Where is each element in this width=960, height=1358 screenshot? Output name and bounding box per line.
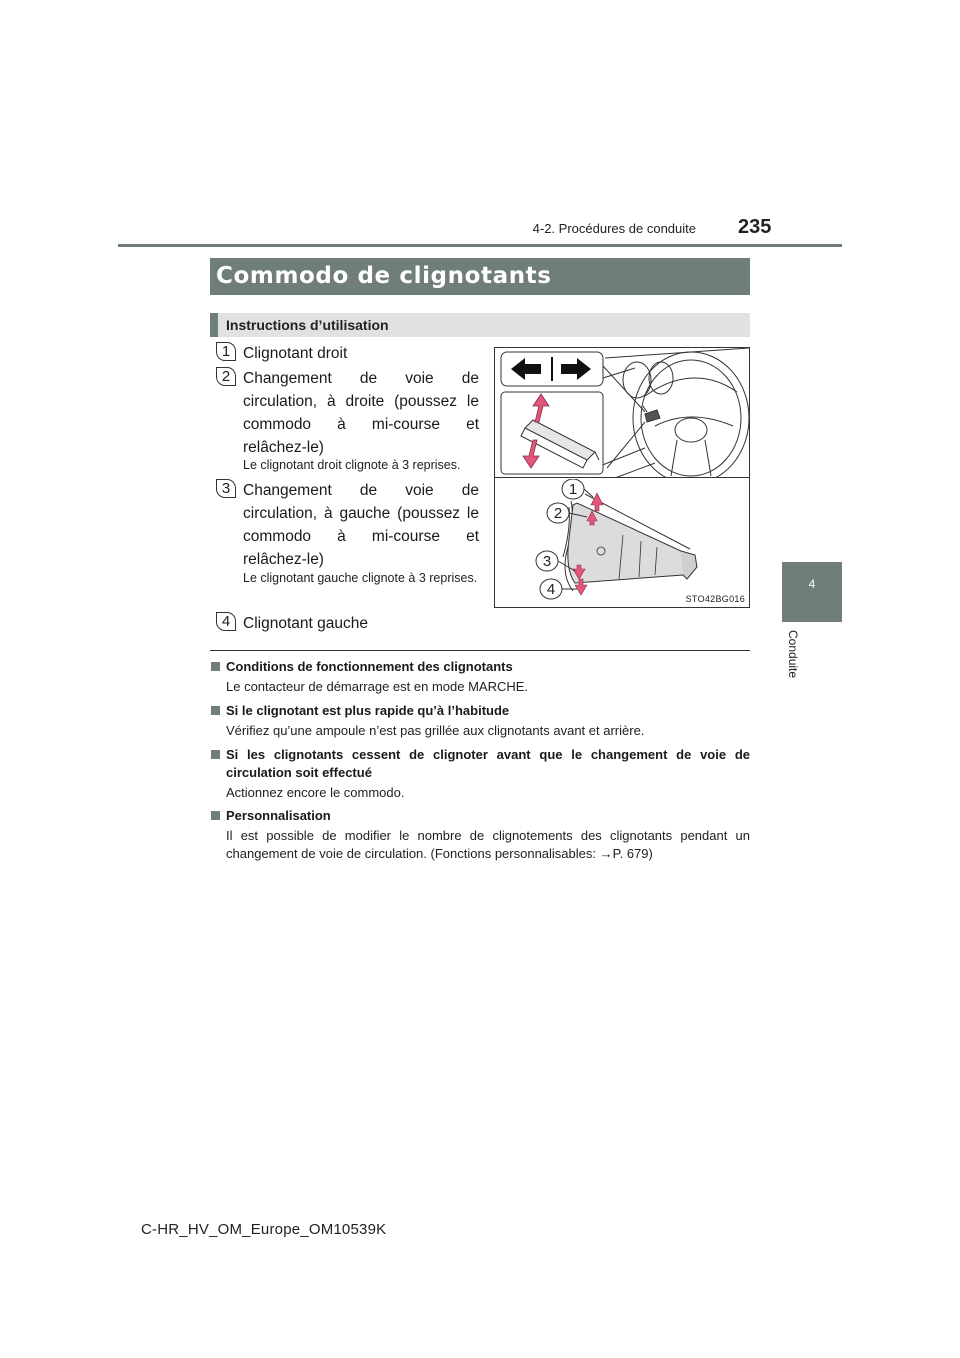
subsection-bar [210, 313, 750, 337]
chapter-tab [782, 562, 842, 622]
square-bullet-icon [211, 706, 220, 715]
figure-callout-1: 1 [568, 481, 578, 498]
dashboard-view [495, 348, 749, 478]
subsection-accent [210, 313, 218, 337]
square-bullet-icon [211, 811, 220, 820]
figure-callout-3: 3 [542, 553, 552, 570]
note-body: Il est possible de modifier le nombre de clignotements des clignotants pendant un changement de voie de circulation. (Fonctions personnalisables: →P. 679) [226, 828, 750, 861]
figure-callout-4: 4 [546, 581, 556, 598]
note-stop-blinking [210, 746, 750, 802]
note-fast-blinking [210, 702, 750, 740]
note-title: Personnalisation [226, 808, 331, 823]
note-body: Actionnez encore le commodo. [226, 785, 405, 800]
note-body: Vérifiez qu’une ampoule n’est pas grillée aux clignotants avant et arrière. [226, 723, 645, 738]
square-bullet-icon [211, 750, 220, 759]
figure-code: STO42BG016 [685, 594, 745, 604]
step-text-2: Changement de voie de circulation, à droite (poussez le commodo à mi-course et relâchez-le) [243, 370, 479, 456]
step-number-1: 1 [216, 342, 236, 361]
chapter-label: Conduite [786, 630, 800, 679]
note-title: Conditions de fonctionnement des clignotants [226, 659, 513, 674]
step-number-2: 2 [216, 367, 236, 386]
note-customization [210, 807, 750, 863]
figure-callout-2: 2 [553, 505, 563, 522]
step-text-3: Changement de voie de circulation, à gauche (poussez le commodo à mi-course et relâchez-le) [243, 482, 479, 568]
note-title: Si les clignotants cessent de clignoter avant que le changement de voie de circulation soit effectué [226, 747, 750, 780]
step-number-3: 3 [216, 479, 236, 498]
section-separator [210, 650, 750, 651]
page-title: Commodo de clignotants [216, 263, 552, 289]
turn-signal-illustration [494, 347, 750, 608]
step-text-4: Clignotant gauche [243, 615, 368, 632]
header-rule [118, 244, 842, 247]
step-note-2: Le clignotant droit clignote à 3 reprises. [243, 458, 461, 472]
note-title: Si le clignotant est plus rapide qu’à l’habitude [226, 703, 510, 718]
lever-detail-drawing [495, 479, 749, 607]
subsection-title: Instructions d’utilisation [226, 317, 389, 333]
footer-document-id: C-HR_HV_OM_Europe_OM10539K [141, 1221, 387, 1238]
square-bullet-icon [211, 662, 220, 671]
note-body: Le contacteur de démarrage est en mode MARCHE. [226, 679, 529, 694]
step-text-1: Clignotant droit [243, 345, 348, 362]
page-title-bar [210, 258, 750, 295]
step-note-3: Le clignotant gauche clignote à 3 reprises. [243, 571, 478, 585]
page-number: 235 [738, 216, 772, 238]
chapter-number: 4 [808, 577, 816, 591]
step-number-4: 4 [216, 612, 236, 631]
dashboard-drawing [495, 348, 749, 478]
section-heading: 4-2. Procédures de conduite [532, 221, 696, 236]
note-operating-conditions [210, 658, 750, 696]
chapter-label-container [772, 626, 812, 696]
